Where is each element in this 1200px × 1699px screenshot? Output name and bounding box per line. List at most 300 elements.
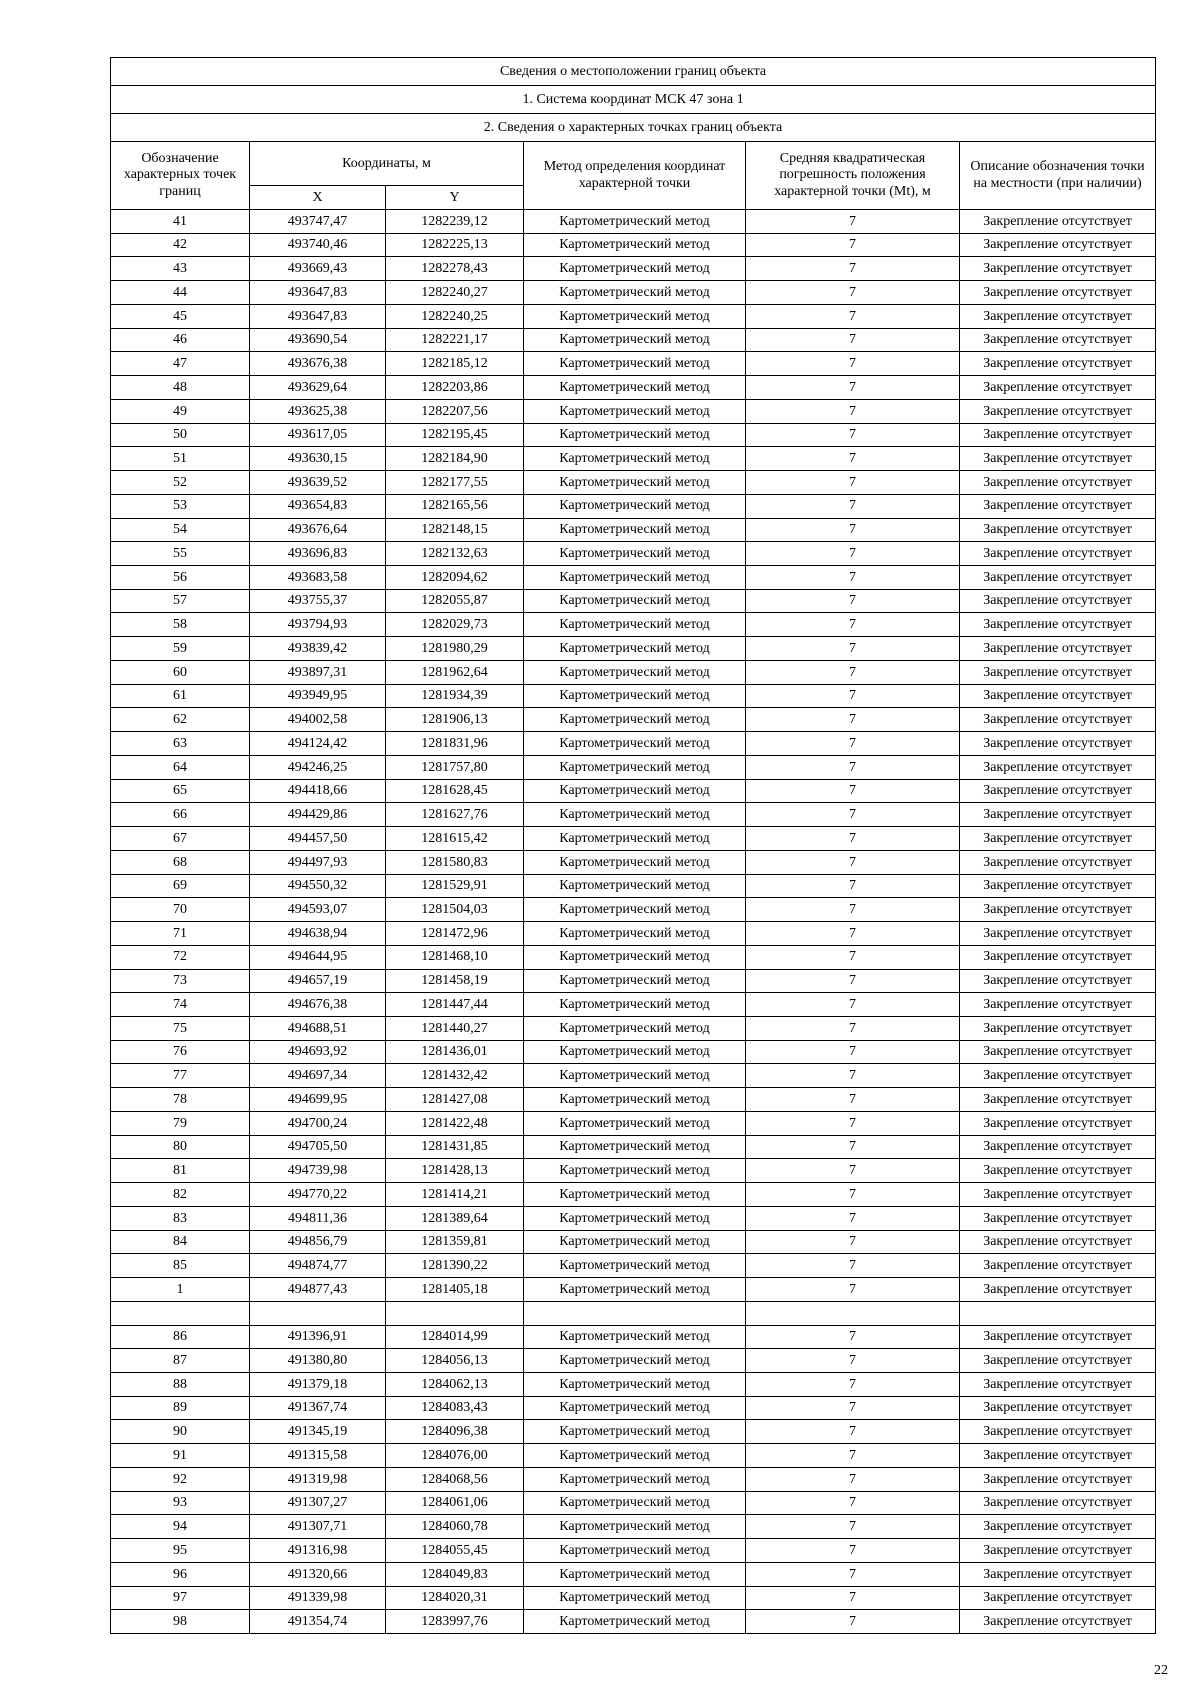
cell-method: Картометрический метод — [524, 898, 746, 922]
cell-x: 493629,64 — [250, 376, 386, 400]
cell-error: 7 — [746, 1444, 960, 1468]
cell-description: Закрепление отсутствует — [960, 1349, 1156, 1373]
table-row — [111, 328, 1156, 352]
cell-y: 1284068,56 — [386, 1467, 524, 1491]
cell-x: 494874,77 — [250, 1254, 386, 1278]
cell-error: 7 — [746, 1539, 960, 1563]
table-row — [111, 1396, 1156, 1420]
cell-description: Закрепление отсутствует — [960, 1230, 1156, 1254]
cell-error: 7 — [746, 328, 960, 352]
cell-y: 1284049,83 — [386, 1562, 524, 1586]
cell-error: 7 — [746, 304, 960, 328]
cell-error: 7 — [746, 1088, 960, 1112]
table-row — [111, 376, 1156, 400]
cell-point: 45 — [111, 304, 250, 328]
cell-description: Закрепление отсутствует — [960, 660, 1156, 684]
cell-x: 493639,52 — [250, 471, 386, 495]
cell-x: 494770,22 — [250, 1183, 386, 1207]
cell-description: Закрепление отсутствует — [960, 684, 1156, 708]
table-row — [111, 566, 1156, 590]
cell-y: 1281458,19 — [386, 969, 524, 993]
cell-method: Картометрический метод — [524, 304, 746, 328]
cell-description: Закрепление отсутствует — [960, 1254, 1156, 1278]
cell-method: Картометрический метод — [524, 1420, 746, 1444]
cell-error: 7 — [746, 1325, 960, 1349]
cell-error: 7 — [746, 1183, 960, 1207]
cell-y: 1284083,43 — [386, 1396, 524, 1420]
cell-method: Картометрический метод — [524, 874, 746, 898]
cell-error: 7 — [746, 993, 960, 1017]
cell-x: 494856,79 — [250, 1230, 386, 1254]
cell-description — [960, 1301, 1156, 1325]
cell-method: Картометрический метод — [524, 637, 746, 661]
cell-description: Закрепление отсутствует — [960, 1539, 1156, 1563]
header-y: Y — [386, 186, 524, 210]
coordinate-system-label: 1. Система координат МСК 47 зона 1 — [111, 86, 1156, 114]
cell-method: Картометрический метод — [524, 1064, 746, 1088]
cell-point: 84 — [111, 1230, 250, 1254]
table-row — [111, 1183, 1156, 1207]
cell-point: 64 — [111, 755, 250, 779]
table-row — [111, 1301, 1156, 1325]
cell-error: 7 — [746, 1349, 960, 1373]
cell-method: Картометрический метод — [524, 1206, 746, 1230]
cell-point: 86 — [111, 1325, 250, 1349]
cell-y: 1281934,39 — [386, 684, 524, 708]
cell-error: 7 — [746, 494, 960, 518]
cell-method: Картометрический метод — [524, 684, 746, 708]
cell-description: Закрепление отсутствует — [960, 233, 1156, 257]
cell-x: 494693,92 — [250, 1040, 386, 1064]
table-row — [111, 1539, 1156, 1563]
cell-error: 7 — [746, 1372, 960, 1396]
cell-y: 1281628,45 — [386, 779, 524, 803]
cell-x: 493949,95 — [250, 684, 386, 708]
cell-x: 494550,32 — [250, 874, 386, 898]
cell-point: 60 — [111, 660, 250, 684]
cell-point: 58 — [111, 613, 250, 637]
cell-error: 7 — [746, 1278, 960, 1302]
header-error: Средняя квадратическая погрешность положения характерной точки (Mt), м — [746, 142, 960, 210]
cell-x: 493690,54 — [250, 328, 386, 352]
cell-method: Картометрический метод — [524, 471, 746, 495]
cell-x: 493696,83 — [250, 542, 386, 566]
table-row — [111, 1349, 1156, 1373]
cell-error: 7 — [746, 376, 960, 400]
cell-point: 95 — [111, 1539, 250, 1563]
cell-y: 1284055,45 — [386, 1539, 524, 1563]
table-row — [111, 399, 1156, 423]
cell-y: 1281757,80 — [386, 755, 524, 779]
cell-method: Картометрический метод — [524, 257, 746, 281]
cell-point: 74 — [111, 993, 250, 1017]
cell-x: 494457,50 — [250, 827, 386, 851]
cell-method: Картометрический метод — [524, 494, 746, 518]
cell-point: 49 — [111, 399, 250, 423]
cell-method: Картометрический метод — [524, 1372, 746, 1396]
cell-error: 7 — [746, 423, 960, 447]
cell-point: 44 — [111, 281, 250, 305]
table-row — [111, 850, 1156, 874]
cell-point: 72 — [111, 945, 250, 969]
cell-x: 494644,95 — [250, 945, 386, 969]
cell-point: 57 — [111, 589, 250, 613]
cell-point: 91 — [111, 1444, 250, 1468]
cell-point: 70 — [111, 898, 250, 922]
cell-x: 494705,50 — [250, 1135, 386, 1159]
cell-point: 79 — [111, 1111, 250, 1135]
cell-point: 98 — [111, 1610, 250, 1634]
table-row — [111, 1372, 1156, 1396]
table-row — [111, 637, 1156, 661]
cell-error: 7 — [746, 233, 960, 257]
cell-description: Закрепление отсутствует — [960, 447, 1156, 471]
cell-method: Картометрический метод — [524, 1467, 746, 1491]
cell-description: Закрепление отсутствует — [960, 352, 1156, 376]
cell-y: 1282240,25 — [386, 304, 524, 328]
cell-method: Картометрический метод — [524, 1159, 746, 1183]
cell-method: Картометрический метод — [524, 779, 746, 803]
table-row — [111, 281, 1156, 305]
cell-error: 7 — [746, 566, 960, 590]
cell-description: Закрепление отсутствует — [960, 1396, 1156, 1420]
cell-error: 7 — [746, 518, 960, 542]
cell-description: Закрепление отсутствует — [960, 1064, 1156, 1088]
cell-point: 73 — [111, 969, 250, 993]
cell-description: Закрепление отсутствует — [960, 1372, 1156, 1396]
cell-description: Закрепление отсутствует — [960, 1562, 1156, 1586]
cell-error: 7 — [746, 1111, 960, 1135]
cell-point: 1 — [111, 1278, 250, 1302]
table-row — [111, 1610, 1156, 1634]
cell-error: 7 — [746, 613, 960, 637]
cell-description: Закрепление отсутствует — [960, 827, 1156, 851]
cell-point: 82 — [111, 1183, 250, 1207]
cell-error: 7 — [746, 1159, 960, 1183]
cell-method: Картометрический метод — [524, 803, 746, 827]
cell-description: Закрепление отсутствует — [960, 1159, 1156, 1183]
table-row — [111, 922, 1156, 946]
cell-description: Закрепление отсутствует — [960, 304, 1156, 328]
cell-error: 7 — [746, 660, 960, 684]
cell-y: 1283997,76 — [386, 1610, 524, 1634]
cell-description: Закрепление отсутствует — [960, 613, 1156, 637]
cell-method: Картометрический метод — [524, 1183, 746, 1207]
table-row — [111, 1206, 1156, 1230]
table-row — [111, 304, 1156, 328]
cell-x: 493630,15 — [250, 447, 386, 471]
cell-x: 493654,83 — [250, 494, 386, 518]
cell-point: 52 — [111, 471, 250, 495]
cell-y: 1281529,91 — [386, 874, 524, 898]
cell-method: Картометрический метод — [524, 566, 746, 590]
cell-y: 1282094,62 — [386, 566, 524, 590]
cell-description: Закрепление отсутствует — [960, 376, 1156, 400]
cell-point: 96 — [111, 1562, 250, 1586]
cell-x: 494638,94 — [250, 922, 386, 946]
cell-x: 491367,74 — [250, 1396, 386, 1420]
cell-error: 7 — [746, 803, 960, 827]
cell-point: 71 — [111, 922, 250, 946]
cell-x: 494700,24 — [250, 1111, 386, 1135]
table-row — [111, 613, 1156, 637]
cell-error: 7 — [746, 779, 960, 803]
cell-point: 67 — [111, 827, 250, 851]
table-row — [111, 755, 1156, 779]
cell-description: Закрепление отсутствует — [960, 779, 1156, 803]
cell-description: Закрепление отсутствует — [960, 1278, 1156, 1302]
table-row — [111, 1159, 1156, 1183]
cell-description: Закрепление отсутствует — [960, 566, 1156, 590]
cell-x: 493740,46 — [250, 233, 386, 257]
cell-method: Картометрический метод — [524, 1515, 746, 1539]
cell-description: Закрепление отсутствует — [960, 1444, 1156, 1468]
cell-method: Картометрический метод — [524, 589, 746, 613]
cell-y: 1281414,21 — [386, 1183, 524, 1207]
table-row — [111, 1278, 1156, 1302]
cell-x: 494429,86 — [250, 803, 386, 827]
cell-y: 1282148,15 — [386, 518, 524, 542]
cell-x: 494002,58 — [250, 708, 386, 732]
cell-description: Закрепление отсутствует — [960, 969, 1156, 993]
cell-description: Закрепление отсутствует — [960, 803, 1156, 827]
cell-point: 42 — [111, 233, 250, 257]
cell-point: 85 — [111, 1254, 250, 1278]
cell-y: 1282184,90 — [386, 447, 524, 471]
cell-error: 7 — [746, 1515, 960, 1539]
cell-error: 7 — [746, 898, 960, 922]
cell-error: 7 — [746, 708, 960, 732]
cell-description: Закрепление отсутствует — [960, 708, 1156, 732]
cell-error: 7 — [746, 827, 960, 851]
cell-x: 491315,58 — [250, 1444, 386, 1468]
cell-x: 494593,07 — [250, 898, 386, 922]
cell-point: 46 — [111, 328, 250, 352]
cell-y: 1282278,43 — [386, 257, 524, 281]
cell-x: 491354,74 — [250, 1610, 386, 1634]
cell-method: Картометрический метод — [524, 850, 746, 874]
cell-x: 493669,43 — [250, 257, 386, 281]
table-row — [111, 1111, 1156, 1135]
cell-point: 92 — [111, 1467, 250, 1491]
header-method: Метод определения координат характерной точки — [524, 142, 746, 210]
header-x: X — [250, 186, 386, 210]
cell-method: Картометрический метод — [524, 281, 746, 305]
cell-y — [386, 1301, 524, 1325]
cell-y: 1281615,42 — [386, 827, 524, 851]
cell-error: 7 — [746, 471, 960, 495]
table-row — [111, 993, 1156, 1017]
table-row — [111, 1016, 1156, 1040]
cell-y: 1281390,22 — [386, 1254, 524, 1278]
cell-y: 1281436,01 — [386, 1040, 524, 1064]
cell-x: 491320,66 — [250, 1562, 386, 1586]
cell-x: 493647,83 — [250, 304, 386, 328]
cell-point: 59 — [111, 637, 250, 661]
cell-description: Закрепление отсутствует — [960, 1491, 1156, 1515]
cell-method: Картометрический метод — [524, 1539, 746, 1563]
table-row — [111, 1467, 1156, 1491]
cell-method: Картометрический метод — [524, 922, 746, 946]
table-row — [111, 1562, 1156, 1586]
cell-x: 491316,98 — [250, 1539, 386, 1563]
cell-y: 1282221,17 — [386, 328, 524, 352]
cell-description: Закрепление отсутствует — [960, 1420, 1156, 1444]
cell-method: Картометрический метод — [524, 542, 746, 566]
points-section-label: 2. Сведения о характерных точках границ объекта — [111, 114, 1156, 142]
cell-description: Закрепление отсутствует — [960, 898, 1156, 922]
cell-description: Закрепление отсутствует — [960, 210, 1156, 234]
table-row — [111, 803, 1156, 827]
cell-x: 491379,18 — [250, 1372, 386, 1396]
cell-y: 1282029,73 — [386, 613, 524, 637]
cell-description: Закрепление отсутствует — [960, 1206, 1156, 1230]
cell-method: Картометрический метод — [524, 352, 746, 376]
cell-error: 7 — [746, 257, 960, 281]
table-row — [111, 969, 1156, 993]
cell-method: Картометрический метод — [524, 423, 746, 447]
cell-y: 1284020,31 — [386, 1586, 524, 1610]
cell-x: 494418,66 — [250, 779, 386, 803]
cell-method: Картометрический метод — [524, 1562, 746, 1586]
cell-error: 7 — [746, 922, 960, 946]
table-row — [111, 1088, 1156, 1112]
cell-x: 493755,37 — [250, 589, 386, 613]
cell-point: 94 — [111, 1515, 250, 1539]
table-row — [111, 1064, 1156, 1088]
cell-point: 69 — [111, 874, 250, 898]
cell-y: 1284096,38 — [386, 1420, 524, 1444]
cell-method: Картометрический метод — [524, 1396, 746, 1420]
cell-point: 41 — [111, 210, 250, 234]
cell-method: Картометрический метод — [524, 447, 746, 471]
cell-description: Закрепление отсутствует — [960, 542, 1156, 566]
cell-y: 1282240,27 — [386, 281, 524, 305]
cell-x: 493897,31 — [250, 660, 386, 684]
table-row — [111, 1515, 1156, 1539]
cell-description: Закрепление отсутствует — [960, 637, 1156, 661]
cell-point: 63 — [111, 732, 250, 756]
cell-x: 494811,36 — [250, 1206, 386, 1230]
table-row — [111, 732, 1156, 756]
cell-x: 493747,47 — [250, 210, 386, 234]
cell-method: Картометрический метод — [524, 1349, 746, 1373]
cell-error: 7 — [746, 1206, 960, 1230]
cell-description: Закрепление отсутствует — [960, 328, 1156, 352]
cell-x: 494246,25 — [250, 755, 386, 779]
cell-point: 53 — [111, 494, 250, 518]
cell-description: Закрепление отсутствует — [960, 1135, 1156, 1159]
header-coordinates: Координаты, м — [250, 142, 524, 186]
table-body — [111, 210, 1156, 1634]
cell-method: Картометрический метод — [524, 945, 746, 969]
cell-error: 7 — [746, 1016, 960, 1040]
cell-method: Картометрический метод — [524, 1444, 746, 1468]
table-row — [111, 423, 1156, 447]
table-row — [111, 827, 1156, 851]
cell-y: 1282195,45 — [386, 423, 524, 447]
cell-point: 83 — [111, 1206, 250, 1230]
cell-x: 494697,34 — [250, 1064, 386, 1088]
cell-error: 7 — [746, 1420, 960, 1444]
cell-x: 491307,27 — [250, 1491, 386, 1515]
cell-description: Закрепление отсутствует — [960, 993, 1156, 1017]
table-row — [111, 1491, 1156, 1515]
table-row — [111, 352, 1156, 376]
table-row — [111, 874, 1156, 898]
table-row — [111, 542, 1156, 566]
cell-method: Картометрический метод — [524, 969, 746, 993]
header-point: Обозначение характерных точек границ — [111, 142, 250, 210]
cell-method: Картометрический метод — [524, 1586, 746, 1610]
cell-point: 65 — [111, 779, 250, 803]
cell-error: 7 — [746, 589, 960, 613]
cell-description: Закрепление отсутствует — [960, 1610, 1156, 1634]
cell-error: 7 — [746, 1467, 960, 1491]
table-row — [111, 684, 1156, 708]
cell-point: 76 — [111, 1040, 250, 1064]
cell-description: Закрепление отсутствует — [960, 1325, 1156, 1349]
cell-error: 7 — [746, 1254, 960, 1278]
cell-description: Закрепление отсутствует — [960, 922, 1156, 946]
cell-error: 7 — [746, 850, 960, 874]
cell-y: 1284062,13 — [386, 1372, 524, 1396]
cell-method: Картометрический метод — [524, 1278, 746, 1302]
cell-description: Закрепление отсутствует — [960, 1016, 1156, 1040]
cell-description: Закрепление отсутствует — [960, 1088, 1156, 1112]
header-description: Описание обозначения точки на местности (при наличии) — [960, 142, 1156, 210]
table-row — [111, 1586, 1156, 1610]
cell-method: Картометрический метод — [524, 376, 746, 400]
cell-point: 93 — [111, 1491, 250, 1515]
cell-x: 493676,64 — [250, 518, 386, 542]
cell-x: 491319,98 — [250, 1467, 386, 1491]
cell-x: 493794,93 — [250, 613, 386, 637]
cell-point: 88 — [111, 1372, 250, 1396]
cell-y: 1281440,27 — [386, 1016, 524, 1040]
cell-x: 493647,83 — [250, 281, 386, 305]
cell-method: Картометрический метод — [524, 1610, 746, 1634]
table-row — [111, 1325, 1156, 1349]
cell-description: Закрепление отсутствует — [960, 945, 1156, 969]
cell-y: 1284014,99 — [386, 1325, 524, 1349]
table-row — [111, 494, 1156, 518]
cell-error: 7 — [746, 1064, 960, 1088]
table-row — [111, 518, 1156, 542]
cell-x: 493617,05 — [250, 423, 386, 447]
cell-error: 7 — [746, 637, 960, 661]
cell-x: 493676,38 — [250, 352, 386, 376]
cell-point: 48 — [111, 376, 250, 400]
cell-description: Закрепление отсутствует — [960, 1040, 1156, 1064]
cell-point: 77 — [111, 1064, 250, 1088]
cell-point: 43 — [111, 257, 250, 281]
cell-y: 1284076,00 — [386, 1444, 524, 1468]
cell-y: 1281405,18 — [386, 1278, 524, 1302]
cell-description: Закрепление отсутствует — [960, 1183, 1156, 1207]
table-row — [111, 1254, 1156, 1278]
cell-description: Закрепление отсутствует — [960, 494, 1156, 518]
cell-y: 1281504,03 — [386, 898, 524, 922]
cell-point: 78 — [111, 1088, 250, 1112]
cell-error: 7 — [746, 945, 960, 969]
cell-description: Закрепление отсутствует — [960, 399, 1156, 423]
cell-error: 7 — [746, 874, 960, 898]
table-row — [111, 660, 1156, 684]
cell-method: Картометрический метод — [524, 660, 746, 684]
cell-error: 7 — [746, 732, 960, 756]
cell-point: 89 — [111, 1396, 250, 1420]
